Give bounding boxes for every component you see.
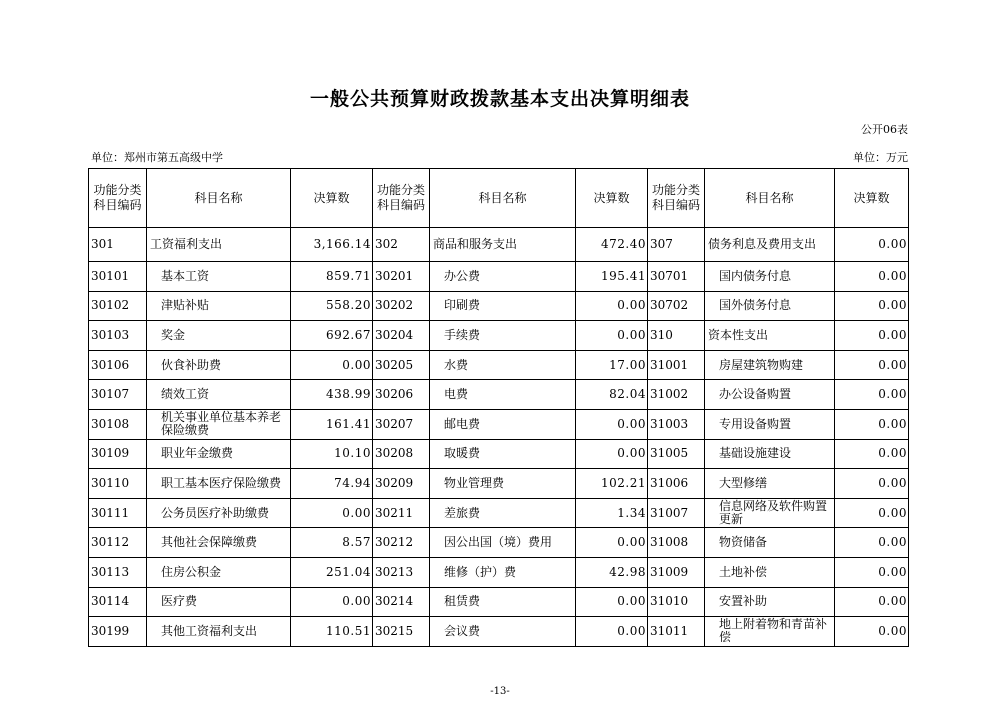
- subject-name-cell: 基础设施建设: [705, 439, 835, 469]
- amount-cell: 558.20: [291, 291, 373, 321]
- amount-cell: 438.99: [291, 380, 373, 410]
- amount-cell: 8.57: [291, 528, 373, 558]
- unit-currency: 单位：万元: [853, 151, 908, 164]
- code-cell: 30204: [373, 321, 430, 351]
- amount-cell: 0.00: [835, 409, 909, 439]
- amount-cell: 0.00: [576, 439, 648, 469]
- subject-name-cell: 邮电费: [430, 409, 576, 439]
- header-code-2: 功能分类科目编码: [373, 169, 430, 228]
- header-code-1: 功能分类科目编码: [89, 169, 147, 228]
- amount-cell: 1.34: [576, 498, 648, 528]
- subject-name-cell: 物资储备: [705, 528, 835, 558]
- subject-name-cell: 安置补助: [705, 587, 835, 617]
- code-cell: 30199: [89, 617, 147, 647]
- subject-name-cell: 公务员医疗补助缴费: [147, 498, 291, 528]
- code-cell: 30209: [373, 469, 430, 499]
- page-number: -13-: [490, 686, 510, 697]
- code-cell: 30201: [373, 262, 430, 292]
- table-row: [89, 380, 909, 410]
- subject-name-cell: 伙食补助费: [147, 350, 291, 380]
- subject-name-cell: 地上附着物和青苗补偿: [705, 617, 835, 647]
- header-amount-2: 决算数: [576, 169, 648, 228]
- amount-cell: 0.00: [835, 321, 909, 351]
- amount-cell: 0.00: [835, 469, 909, 499]
- amount-cell: 251.04: [291, 557, 373, 587]
- code-cell: 30110: [89, 469, 147, 499]
- amount-cell: 859.71: [291, 262, 373, 292]
- code-cell: 30202: [373, 291, 430, 321]
- table-row: [89, 321, 909, 351]
- subject-name-cell: 职业年金缴费: [147, 439, 291, 469]
- table-row: [89, 439, 909, 469]
- amount-cell: 0.00: [835, 528, 909, 558]
- amount-cell: 17.00: [576, 350, 648, 380]
- table-row: [89, 228, 909, 262]
- header-name-2: 科目名称: [430, 169, 576, 228]
- subject-name-cell: 资本性支出: [705, 321, 835, 351]
- code-cell: 301: [89, 228, 147, 262]
- subject-name-cell: 差旅费: [430, 498, 576, 528]
- subject-name-cell: 国外债务付息: [705, 291, 835, 321]
- table-row: [89, 528, 909, 558]
- code-cell: 30113: [89, 557, 147, 587]
- header-row: [89, 169, 909, 228]
- amount-cell: 161.41: [291, 409, 373, 439]
- subject-name-cell: 奖金: [147, 321, 291, 351]
- subject-name-cell: 印刷费: [430, 291, 576, 321]
- table-row: [89, 498, 909, 528]
- code-cell: 30212: [373, 528, 430, 558]
- subject-name-cell: 住房公积金: [147, 557, 291, 587]
- code-cell: 31010: [648, 587, 705, 617]
- code-cell: 30211: [373, 498, 430, 528]
- amount-cell: 102.21: [576, 469, 648, 499]
- table-row: [89, 469, 909, 499]
- subject-name-cell: 物业管理费: [430, 469, 576, 499]
- amount-cell: 692.67: [291, 321, 373, 351]
- amount-cell: 42.98: [576, 557, 648, 587]
- amount-cell: 0.00: [835, 439, 909, 469]
- table-row: [89, 262, 909, 292]
- code-cell: 30108: [89, 409, 147, 439]
- amount-cell: 74.94: [291, 469, 373, 499]
- subject-name-cell: 基本工资: [147, 262, 291, 292]
- table-row: [89, 617, 909, 647]
- header-code-3: 功能分类科目编码: [648, 169, 705, 228]
- amount-cell: 195.41: [576, 262, 648, 292]
- subject-name-cell: 手续费: [430, 321, 576, 351]
- subject-name-cell: 专用设备购置: [705, 409, 835, 439]
- table-row: [89, 587, 909, 617]
- amount-cell: 0.00: [835, 557, 909, 587]
- amount-cell: 10.10: [291, 439, 373, 469]
- table-row: [89, 291, 909, 321]
- code-cell: 310: [648, 321, 705, 351]
- amount-cell: 0.00: [291, 498, 373, 528]
- code-cell: 30114: [89, 587, 147, 617]
- code-cell: 30103: [89, 321, 147, 351]
- header-amount-3: 决算数: [835, 169, 909, 228]
- amount-cell: 82.04: [576, 380, 648, 410]
- code-cell: 30207: [373, 409, 430, 439]
- subject-name-cell: 水费: [430, 350, 576, 380]
- code-cell: 30215: [373, 617, 430, 647]
- code-cell: 30701: [648, 262, 705, 292]
- form-number: 公开06表: [861, 123, 908, 136]
- code-cell: 31011: [648, 617, 705, 647]
- subject-name-cell: 租赁费: [430, 587, 576, 617]
- subject-name-cell: 大型修缮: [705, 469, 835, 499]
- subject-name-cell: 电费: [430, 380, 576, 410]
- code-cell: 31002: [648, 380, 705, 410]
- code-cell: 30702: [648, 291, 705, 321]
- subject-name-cell: 职工基本医疗保险缴费: [147, 469, 291, 499]
- code-cell: 31007: [648, 498, 705, 528]
- subject-name-cell: 因公出国（境）费用: [430, 528, 576, 558]
- table-row: [89, 557, 909, 587]
- page-title: 一般公共预算财政拨款基本支出决算明细表: [309, 88, 690, 110]
- code-cell: 31009: [648, 557, 705, 587]
- subject-name-cell: 信息网络及软件购置更新: [705, 498, 835, 528]
- amount-cell: 0.00: [291, 350, 373, 380]
- code-cell: 31008: [648, 528, 705, 558]
- subject-name-cell: 土地补偿: [705, 557, 835, 587]
- subject-name-cell: 医疗费: [147, 587, 291, 617]
- amount-cell: 0.00: [835, 380, 909, 410]
- amount-cell: 0.00: [576, 617, 648, 647]
- subject-name-cell: 其他工资福利支出: [147, 617, 291, 647]
- code-cell: 30107: [89, 380, 147, 410]
- code-cell: 30106: [89, 350, 147, 380]
- subject-name-cell: 办公费: [430, 262, 576, 292]
- amount-cell: 0.00: [576, 321, 648, 351]
- subject-name-cell: 津贴补贴: [147, 291, 291, 321]
- amount-cell: 0.00: [835, 587, 909, 617]
- code-cell: 30214: [373, 587, 430, 617]
- code-cell: 307: [648, 228, 705, 262]
- table-row: [89, 350, 909, 380]
- code-cell: 30111: [89, 498, 147, 528]
- amount-cell: 0.00: [576, 528, 648, 558]
- subject-name-cell: 工资福利支出: [147, 228, 291, 262]
- amount-cell: 3,166.14: [291, 228, 373, 262]
- subject-name-cell: 商品和服务支出: [430, 228, 576, 262]
- code-cell: 30101: [89, 262, 147, 292]
- subject-name-cell: 国内债务付息: [705, 262, 835, 292]
- amount-cell: 0.00: [835, 262, 909, 292]
- amount-cell: 0.00: [576, 409, 648, 439]
- subject-name-cell: 办公设备购置: [705, 380, 835, 410]
- subject-name-cell: 房屋建筑物购建: [705, 350, 835, 380]
- amount-cell: 110.51: [291, 617, 373, 647]
- code-cell: 30112: [89, 528, 147, 558]
- table-row: [89, 409, 909, 439]
- subject-name-cell: 机关事业单位基本养老保险缴费: [147, 409, 291, 439]
- amount-cell: 0.00: [835, 498, 909, 528]
- amount-cell: 0.00: [835, 350, 909, 380]
- subject-name-cell: 债务利息及费用支出: [705, 228, 835, 262]
- code-cell: 30213: [373, 557, 430, 587]
- code-cell: 30205: [373, 350, 430, 380]
- code-cell: 31001: [648, 350, 705, 380]
- subject-name-cell: 绩效工资: [147, 380, 291, 410]
- header-amount-1: 决算数: [291, 169, 373, 228]
- amount-cell: 472.40: [576, 228, 648, 262]
- subject-name-cell: 会议费: [430, 617, 576, 647]
- amount-cell: 0.00: [576, 291, 648, 321]
- code-cell: 31006: [648, 469, 705, 499]
- amount-cell: 0.00: [576, 587, 648, 617]
- header-name-3: 科目名称: [705, 169, 835, 228]
- unit-organization: 单位：郑州市第五高级中学: [91, 151, 223, 164]
- amount-cell: 0.00: [835, 617, 909, 647]
- code-cell: 31005: [648, 439, 705, 469]
- code-cell: 30109: [89, 439, 147, 469]
- code-cell: 31003: [648, 409, 705, 439]
- subject-name-cell: 取暖费: [430, 439, 576, 469]
- expenditure-table: [88, 168, 909, 647]
- subject-name-cell: 其他社会保障缴费: [147, 528, 291, 558]
- amount-cell: 0.00: [835, 228, 909, 262]
- amount-cell: 0.00: [835, 291, 909, 321]
- subject-name-cell: 维修（护）费: [430, 557, 576, 587]
- code-cell: 30206: [373, 380, 430, 410]
- code-cell: 30208: [373, 439, 430, 469]
- code-cell: 30102: [89, 291, 147, 321]
- code-cell: 302: [373, 228, 430, 262]
- header-name-1: 科目名称: [147, 169, 291, 228]
- amount-cell: 0.00: [291, 587, 373, 617]
